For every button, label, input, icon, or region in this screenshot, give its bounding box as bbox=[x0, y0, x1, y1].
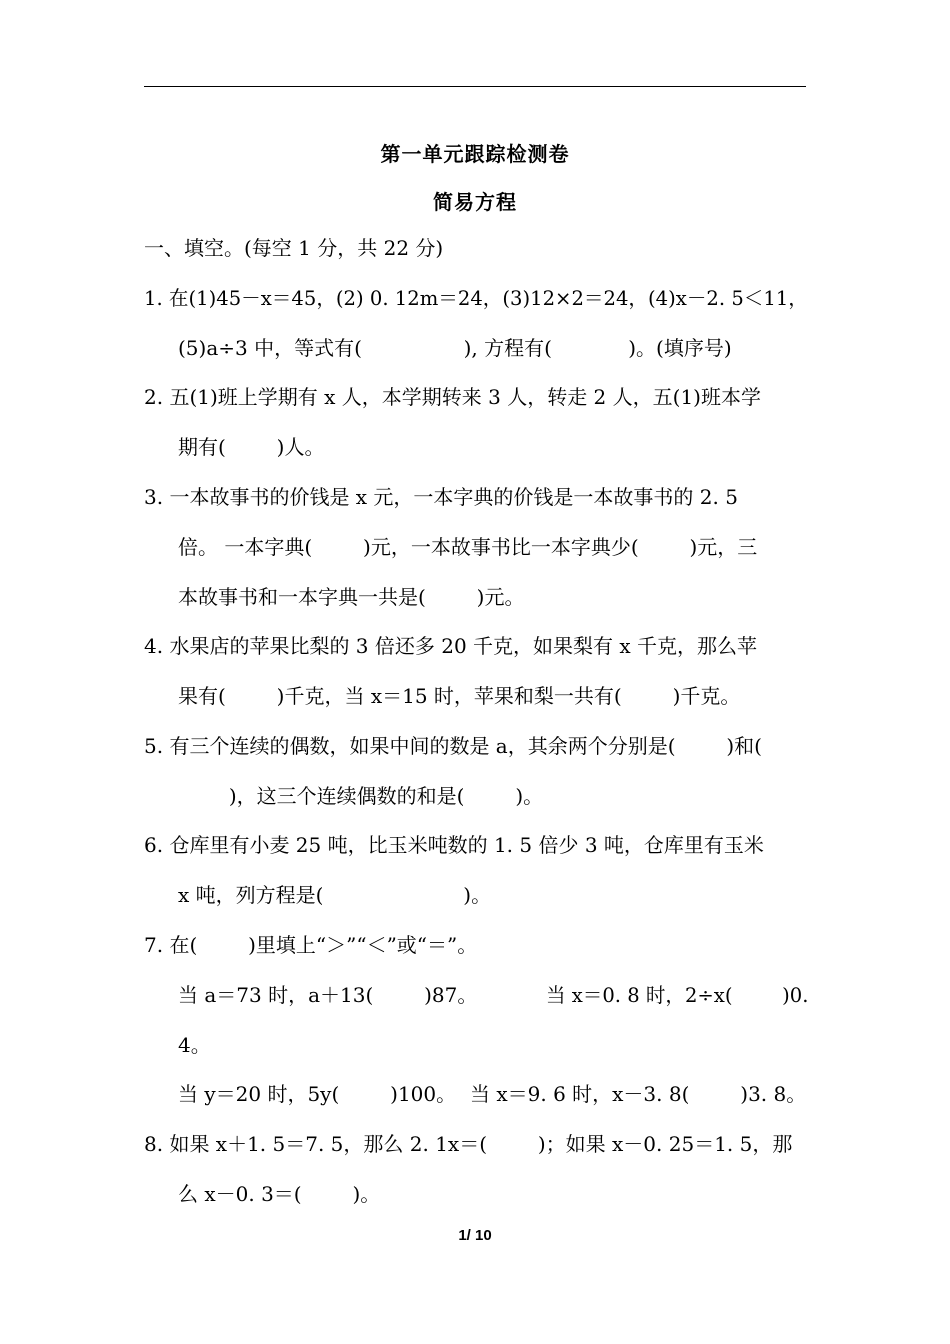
section-heading: 一、填空。(每空 1 分，共 22 分) bbox=[144, 236, 444, 260]
question-7-line-2a: 当 a＝73 时，a＋13( )87。 bbox=[178, 983, 478, 1007]
question-2-line-1: 2. 五(1)班上学期有 x 人，本学期转来 3 人，转走 2 人，五(1)班本学 bbox=[144, 385, 761, 409]
question-7-line-4b: 当 x＝9. 6 时，x－3. 8( )3. 8。 bbox=[470, 1082, 807, 1106]
question-2-line-2: 期有( )人。 bbox=[178, 435, 325, 459]
header-rule bbox=[144, 86, 806, 87]
question-6-line-1: 6. 仓库里有小麦 25 吨，比玉米吨数的 1. 5 倍少 3 吨，仓库里有玉米 bbox=[144, 833, 764, 857]
question-3-line-1: 3. 一本故事书的价钱是 x 元，一本字典的价钱是一本故事书的 2. 5 bbox=[144, 485, 738, 509]
question-7-line-1: 7. 在( )里填上“＞”“＜”或“＝”。 bbox=[144, 933, 478, 957]
question-3-line-3: 本故事书和一本字典一共是( )元。 bbox=[178, 585, 525, 609]
question-1-line-2: (5)a÷3 中，等式有( ), 方程有( )。(填序号) bbox=[178, 336, 732, 360]
page-number: 1/ 10 bbox=[458, 1227, 492, 1244]
question-8-line-2: 么 x－0. 3＝( )。 bbox=[178, 1182, 381, 1206]
question-3-line-2: 倍。 一本字典( )元，一本故事书比一本字典少( )元，三 bbox=[178, 535, 758, 559]
question-1-line-1: 1. 在(1)45－x＝45，(2) 0. 12m＝24，(3)12×2＝24，(4)x－2. 5＜11， bbox=[144, 286, 808, 310]
page-subtitle: 简易方程 bbox=[433, 190, 517, 214]
question-4-line-2: 果有( )千克，当 x＝15 时，苹果和梨一共有( )千克。 bbox=[178, 684, 741, 708]
question-7-line-3: 4。 bbox=[178, 1033, 211, 1057]
question-8-line-1: 8. 如果 x＋1. 5＝7. 5，那么 2. 1x＝( )；如果 x－0. 25＝1. 5，那 bbox=[144, 1132, 793, 1156]
question-6-line-2: x 吨，列方程是( )。 bbox=[178, 883, 492, 907]
question-7-line-4a: 当 y＝20 时，5y( )100。 bbox=[178, 1082, 457, 1106]
question-5-line-1: 5. 有三个连续的偶数，如果中间的数是 a，其余两个分别是( )和( bbox=[144, 734, 762, 758]
question-5-line-2: )，这三个连续偶数的和是( )。 bbox=[178, 784, 544, 808]
page-title: 第一单元跟踪检测卷 bbox=[380, 142, 570, 166]
question-7-line-2b: 当 x＝0. 8 时，2÷x( )0. bbox=[546, 983, 809, 1007]
question-4-line-1: 4. 水果店的苹果比梨的 3 倍还多 20 千克，如果梨有 x 千克，那么苹 bbox=[144, 634, 758, 658]
